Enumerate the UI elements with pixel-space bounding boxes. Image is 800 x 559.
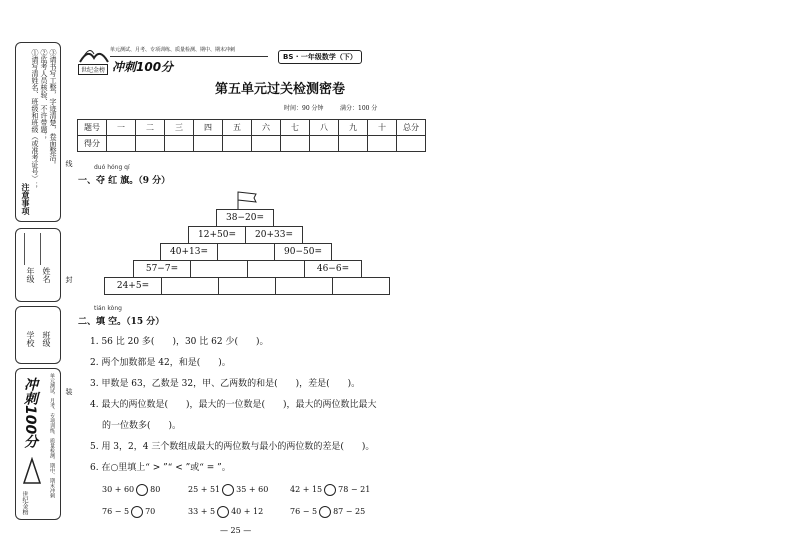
pyramid-cell <box>275 277 333 295</box>
pyramid-cell: 20+33= <box>245 226 303 244</box>
logo-book-icon <box>78 44 110 64</box>
name-label: 姓名 <box>42 267 51 283</box>
flag-icon <box>234 190 260 210</box>
score-cell[interactable] <box>223 136 252 152</box>
pyramid-cell <box>332 277 390 295</box>
compare-item <box>102 484 160 496</box>
note-2: ②监考人员核验、不许带题； <box>40 49 48 140</box>
table-cell: 九 <box>339 120 368 136</box>
answer-circle[interactable] <box>222 484 234 496</box>
compare-right: 35 + 60 <box>236 485 269 494</box>
compare-left: 76 − 5 <box>102 507 130 516</box>
question-2: 2. 两个加数都是 42，和是( )。 <box>90 358 231 368</box>
section2-heading: 二、填 空。（15 分） <box>78 317 165 327</box>
score-table <box>77 119 426 152</box>
score-cell[interactable] <box>339 136 368 152</box>
pyramid-cell <box>247 260 305 278</box>
compare-right: 87 − 25 <box>333 507 366 516</box>
side-publisher: 世纪金榜 <box>21 491 28 515</box>
answer-circle[interactable] <box>131 506 143 518</box>
question-4: 4. 最大的两位数是( )，最大的一位数是( )，最大的两位数比最大 <box>90 400 377 410</box>
subject-tag: BS · 一年级数学（下） <box>278 50 362 64</box>
note-1: ①请写清姓名、班级和班级（或准考证号）； <box>31 49 39 189</box>
compare-right: 78 − 21 <box>338 485 371 494</box>
grade-label: 年级 <box>26 267 35 283</box>
question-6: 6. 在○里填上“ > ”“ < ”或“ = ”。 <box>90 463 231 473</box>
compare-left: 30 + 60 <box>102 485 135 494</box>
answer-circle[interactable] <box>136 484 148 496</box>
score-info: 满分：100 分 <box>340 105 378 112</box>
pyramid-cell: 90−50= <box>274 243 332 261</box>
score-table-score-row <box>78 136 426 152</box>
pyramid-cell: 46−6= <box>304 260 362 278</box>
compare-item <box>290 506 365 518</box>
table-cell: 六 <box>252 120 281 136</box>
bind-label: 装 <box>65 388 73 395</box>
pyramid-cell: 12+50= <box>188 226 246 244</box>
table-cell: 一 <box>107 120 136 136</box>
compare-left: 33 + 5 <box>188 507 216 516</box>
info-box <box>15 228 61 302</box>
header-rule <box>110 56 268 57</box>
compare-right: 40 + 12 <box>231 507 264 516</box>
question-3: 3. 甲数是 63，乙数是 32，甲、乙两数的和是( )，差是( )。 <box>90 379 361 389</box>
notes-title: 注意事项 <box>21 183 31 215</box>
answer-circle[interactable] <box>324 484 336 496</box>
seal-label: 封 <box>65 276 73 283</box>
answer-circle[interactable] <box>217 506 229 518</box>
compare-left: 42 + 15 <box>290 485 323 494</box>
section2-pinyin: tián kòng <box>94 305 122 312</box>
side-brand: 冲刺100分 <box>22 377 38 449</box>
section1-heading: 一、夺 红 旗。（9 分） <box>78 176 171 186</box>
time-info: 时间：90 分钟 <box>284 105 324 112</box>
name-line <box>24 233 25 265</box>
note-3: ③请书写工整，字迹清楚，卷面整洁。 <box>49 49 57 168</box>
score-cell[interactable] <box>165 136 194 152</box>
score-cell[interactable] <box>397 136 426 152</box>
table-cell: 七 <box>281 120 310 136</box>
table-cell: 十 <box>368 120 397 136</box>
compare-item <box>102 506 155 518</box>
question-1: 1. 56 比 20 多( )，30 比 62 少( )。 <box>90 337 269 347</box>
compare-item <box>188 506 263 518</box>
pyramid-cell <box>190 260 248 278</box>
table-cell: 五 <box>223 120 252 136</box>
notes-box <box>15 42 61 222</box>
side-book-icon <box>22 457 42 485</box>
logo-brand: 冲刺100分 <box>112 60 174 74</box>
pyramid-cell: 24+5= <box>104 277 162 295</box>
section1-pinyin: duó hóng qí <box>94 164 130 171</box>
score-cell[interactable] <box>252 136 281 152</box>
class-label: 班级 <box>42 331 51 347</box>
compare-right: 70 <box>145 507 156 516</box>
page-title: 第五单元过关检测密卷 <box>214 82 345 97</box>
question-4-cont: 的一位数多( )。 <box>102 421 182 431</box>
compare-left: 76 − 5 <box>290 507 318 516</box>
compare-right: 80 <box>150 485 161 494</box>
table-cell: 得分 <box>78 136 107 152</box>
question-5: 5. 用 3，2，4 三个数组成最大的两位数与最小的两位数的差是( )。 <box>90 442 375 452</box>
side-slogan: 单元测试、月考、专项训练、质量检测、期中、期末冲刺 <box>49 373 55 498</box>
score-cell[interactable] <box>368 136 397 152</box>
score-cell[interactable] <box>194 136 223 152</box>
line-label: 线 <box>65 160 73 167</box>
logo-publisher: 世纪金榜 <box>78 64 108 75</box>
table-cell: 二 <box>136 120 165 136</box>
pyramid-cell <box>217 243 275 261</box>
table-cell: 总分 <box>397 120 426 136</box>
school-box <box>15 306 61 364</box>
score-cell[interactable] <box>281 136 310 152</box>
compare-left: 25 + 51 <box>188 485 221 494</box>
score-cell[interactable] <box>107 136 136 152</box>
table-cell: 四 <box>194 120 223 136</box>
answer-circle[interactable] <box>319 506 331 518</box>
pyramid-cell <box>161 277 219 295</box>
brand-box <box>15 368 61 520</box>
page-number: — 25 — <box>220 526 252 535</box>
pyramid-cell: 57−7= <box>133 260 191 278</box>
table-cell: 三 <box>165 120 194 136</box>
compare-item <box>188 484 268 496</box>
pyramid-cell <box>218 277 276 295</box>
score-table-header-row <box>78 120 426 136</box>
score-cell[interactable] <box>310 136 339 152</box>
header-slogan: 单元测试、月考、专项训练、质量检测、期中、期末冲刺 <box>110 47 236 53</box>
table-cell: 八 <box>310 120 339 136</box>
table-cell: 题号 <box>78 120 107 136</box>
grade-line <box>40 233 41 265</box>
pyramid-cell: 40+13= <box>160 243 218 261</box>
score-cell[interactable] <box>136 136 165 152</box>
compare-item <box>290 484 370 496</box>
school-label: 学校 <box>26 331 35 347</box>
pyramid-cell: 38−20= <box>216 209 274 227</box>
